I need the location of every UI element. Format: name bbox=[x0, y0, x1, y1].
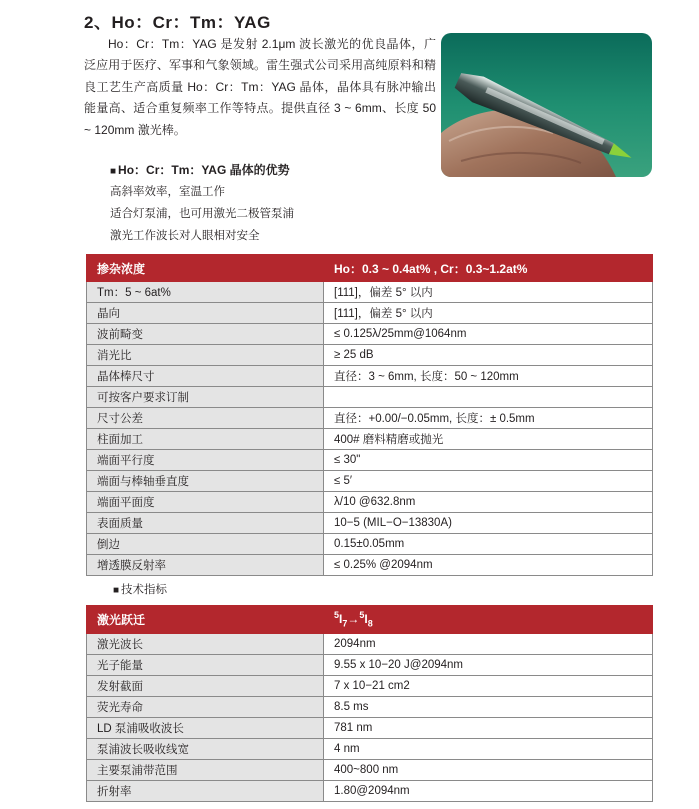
table-row bbox=[87, 555, 653, 576]
row-value: [111]，偏差 5° 以内 bbox=[324, 282, 653, 303]
row-label: 倒边 bbox=[87, 534, 324, 555]
intro-paragraph: Ho：Cr：Tm：YAG 是发射 2.1μm 波长激光的优良晶体，广泛应用于医疗、军事和气象领域。雷生强式公司采用高纯原料和精良工艺生产高质量 Ho：Cr：Tm：YAG 晶体，晶体具有脉冲输出能量高、适合重复频率工作等特点。提供直径 3 ~ 6mm、长度 50 ~ 120mm 激光棒。 bbox=[84, 37, 436, 137]
laser-transition-formula bbox=[324, 606, 653, 634]
row-value: ≤ 0.25% @2094nm bbox=[324, 555, 653, 576]
tech-table bbox=[86, 605, 653, 802]
row-label: 柱面加工 bbox=[87, 429, 324, 450]
row-value: 400# 磨料精磨或抛光 bbox=[324, 429, 653, 450]
transition-from-letter: I bbox=[339, 612, 343, 627]
row-value bbox=[324, 387, 653, 408]
advantages-heading-text: Ho：Cr：Tm：YAG 晶体的优势 bbox=[118, 163, 290, 177]
table-row bbox=[87, 282, 653, 303]
advantages-list bbox=[110, 181, 294, 247]
row-label: 尺寸公差 bbox=[87, 408, 324, 429]
transition-arrow-icon: → bbox=[347, 612, 360, 627]
spec-table-header bbox=[87, 255, 653, 282]
row-value: 2094nm bbox=[324, 634, 653, 655]
table-row bbox=[87, 387, 653, 408]
transition-to-letter: I bbox=[364, 612, 368, 627]
advantage-item: 高斜率效率，室温工作 bbox=[110, 186, 225, 198]
row-label: 表面质量 bbox=[87, 513, 324, 534]
tech-specs-label-text: 技术指标 bbox=[121, 584, 168, 596]
table-row bbox=[87, 429, 653, 450]
row-value: 10−5 (MIL−O−13830A) bbox=[324, 513, 653, 534]
row-label: 光子能量 bbox=[87, 655, 324, 676]
row-label: 端面平面度 bbox=[87, 492, 324, 513]
table-row bbox=[87, 324, 653, 345]
row-label: 主要泵浦带范围 bbox=[87, 760, 324, 781]
table-row bbox=[87, 513, 653, 534]
row-value: ≤ 5′ bbox=[324, 471, 653, 492]
row-value: 0.15±0.05mm bbox=[324, 534, 653, 555]
row-label: 晶向 bbox=[87, 303, 324, 324]
table-row bbox=[87, 408, 653, 429]
advantage-item: 激光工作波长对人眼相对安全 bbox=[110, 230, 260, 242]
row-label: 消光比 bbox=[87, 345, 324, 366]
transition-from-sub: 7 bbox=[342, 618, 348, 629]
row-label: 可按客户要求订制 bbox=[87, 387, 324, 408]
row-value: 8.5 ms bbox=[324, 697, 653, 718]
transition-to-sup: 5 bbox=[359, 610, 365, 621]
row-value: 7 x 10−21 cm2 bbox=[324, 676, 653, 697]
transition-from-sup: 5 bbox=[334, 610, 340, 621]
row-value: 1.80@2094nm bbox=[324, 781, 653, 802]
square-bullet-icon: ■ bbox=[113, 585, 120, 596]
table-row bbox=[87, 781, 653, 802]
table-row bbox=[87, 492, 653, 513]
row-value: ≤ 0.125λ/25mm@1064nm bbox=[324, 324, 653, 345]
row-label: 激光波长 bbox=[87, 634, 324, 655]
table-row bbox=[87, 303, 653, 324]
row-label: 发射截面 bbox=[87, 676, 324, 697]
spec-table bbox=[86, 254, 653, 576]
table-row bbox=[87, 471, 653, 492]
table-row bbox=[87, 718, 653, 739]
row-value: ≤ 30" bbox=[324, 450, 653, 471]
table-row bbox=[87, 676, 653, 697]
tech-specs-label bbox=[113, 581, 167, 597]
crystal-rod-photo bbox=[441, 33, 652, 177]
row-label: 增透膜反射率 bbox=[87, 555, 324, 576]
tech-table-header bbox=[87, 606, 653, 634]
section-title: 2、Ho：Cr：Tm：YAG bbox=[84, 13, 271, 32]
table-row bbox=[87, 697, 653, 718]
header-cell-value: Ho：0.3 ~ 0.4at% , Cr：0.3~1.2at% bbox=[324, 255, 653, 282]
advantages-heading bbox=[110, 161, 290, 178]
row-value: [111]，偏差 5° 以内 bbox=[324, 303, 653, 324]
row-label: 晶体棒尺寸 bbox=[87, 366, 324, 387]
row-value: λ/10 @632.8nm bbox=[324, 492, 653, 513]
table-row bbox=[87, 634, 653, 655]
table-row bbox=[87, 739, 653, 760]
row-label: 端面与棒轴垂直度 bbox=[87, 471, 324, 492]
table-row bbox=[87, 760, 653, 781]
square-bullet-icon: ■ bbox=[110, 166, 117, 177]
row-label: LD 泵浦吸收波长 bbox=[87, 718, 324, 739]
header-cell-label: 激光跃迁 bbox=[87, 606, 324, 634]
row-value: 4 nm bbox=[324, 739, 653, 760]
row-label: 泵浦波长吸收线宽 bbox=[87, 739, 324, 760]
table-row bbox=[87, 534, 653, 555]
row-label: 荧光寿命 bbox=[87, 697, 324, 718]
advantage-item: 适合灯泵浦，也可用激光二极管泵浦 bbox=[110, 208, 294, 220]
transition-to-sub: 8 bbox=[367, 618, 373, 629]
table-row bbox=[87, 345, 653, 366]
header-cell-label: 掺杂浓度 bbox=[87, 255, 324, 282]
row-label: 端面平行度 bbox=[87, 450, 324, 471]
row-value: 400~800 nm bbox=[324, 760, 653, 781]
row-label: Tm：5 ~ 6at% bbox=[87, 282, 324, 303]
row-label: 折射率 bbox=[87, 781, 324, 802]
table-row bbox=[87, 366, 653, 387]
row-value: ≥ 25 dB bbox=[324, 345, 653, 366]
row-label: 波前畸变 bbox=[87, 324, 324, 345]
row-value: 9.55 x 10−20 J@2094nm bbox=[324, 655, 653, 676]
row-value: 直径：3 ~ 6mm, 长度：50 ~ 120mm bbox=[324, 366, 653, 387]
table-row bbox=[87, 655, 653, 676]
row-value: 直径：+0.00/−0.05mm, 长度：± 0.5mm bbox=[324, 408, 653, 429]
table-row bbox=[87, 450, 653, 471]
row-value: 781 nm bbox=[324, 718, 653, 739]
